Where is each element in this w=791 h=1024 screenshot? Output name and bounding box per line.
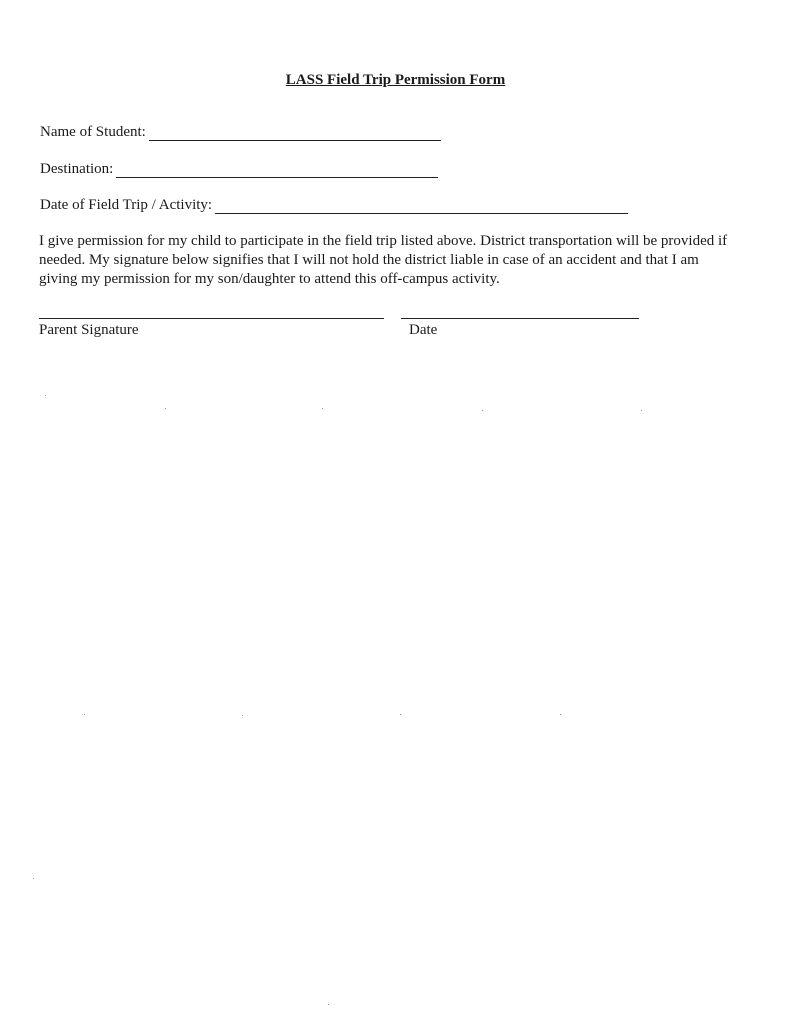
destination-label: Destination: <box>40 161 114 177</box>
trip-date-row <box>40 197 628 214</box>
scan-speck <box>400 714 401 715</box>
destination-field[interactable] <box>116 163 438 178</box>
destination-row <box>40 161 438 178</box>
parent-signature-label: Parent Signature <box>39 322 139 338</box>
trip-date-field[interactable] <box>215 199 628 214</box>
scan-speck <box>322 408 323 409</box>
scan-speck <box>45 395 46 396</box>
scan-speck <box>560 714 561 715</box>
scan-speck <box>328 1004 329 1005</box>
scan-speck <box>33 878 34 879</box>
trip-date-label: Date of Field Trip / Activity: <box>40 197 213 213</box>
form-title: LASS Field Trip Permission Form <box>285 72 506 88</box>
scan-speck <box>165 408 166 409</box>
scan-speck <box>641 410 642 411</box>
scan-speck <box>84 714 85 715</box>
signature-date-label: Date <box>409 322 438 338</box>
parent-signature-line[interactable] <box>39 318 384 319</box>
scan-speck <box>482 410 483 411</box>
signature-date-line[interactable] <box>401 318 639 319</box>
student-name-field[interactable] <box>149 126 441 141</box>
permission-statement: I give permission for my child to participate in the field trip listed above. District transportation will be provided if needed. My signature below signifies that I will not hold the district liable in case of an accident and that I am giving my permission for my son/daughter to attend this off-campus activity. <box>39 233 728 287</box>
student-name-label: Name of Student: <box>40 124 146 140</box>
scan-speck <box>242 715 243 716</box>
student-name-row <box>40 124 441 141</box>
